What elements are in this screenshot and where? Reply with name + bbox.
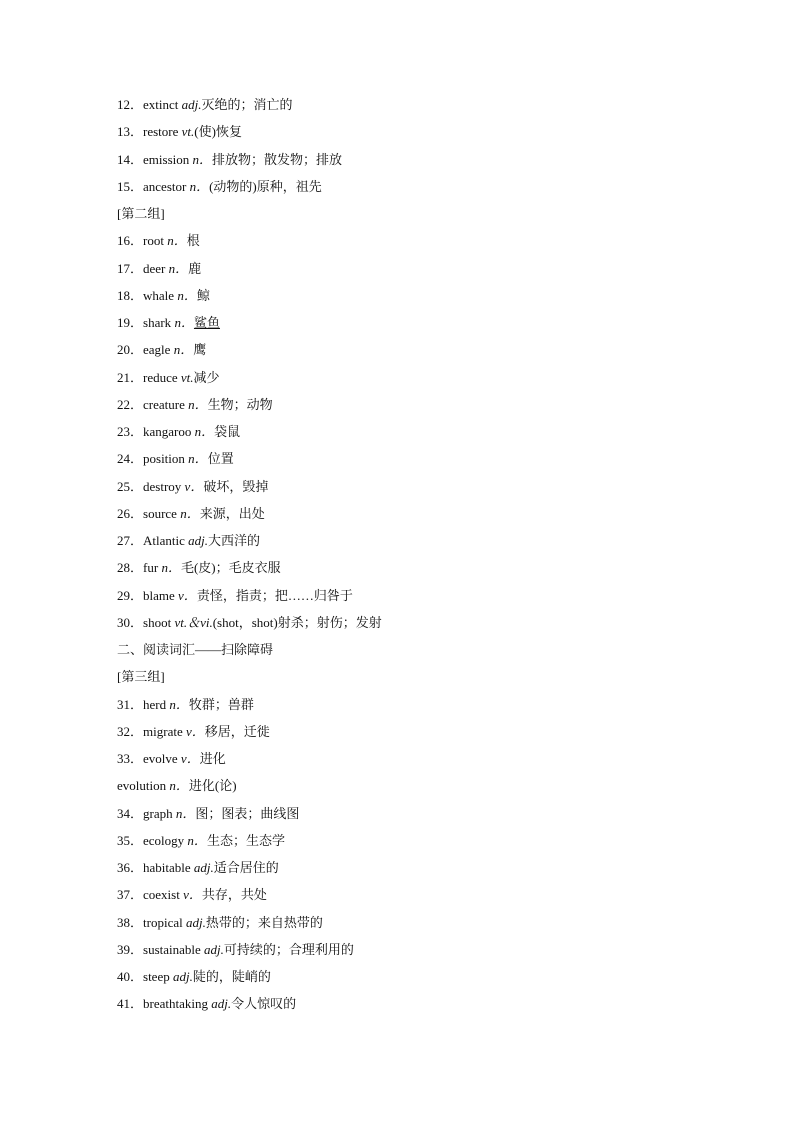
entry-number: 15． xyxy=(117,178,144,194)
entry-word: kangaroo xyxy=(143,424,195,439)
vocab-entry-32 xyxy=(117,721,757,748)
entry-definition: 鹿 xyxy=(188,260,202,276)
entry-word: breathtaking xyxy=(143,996,212,1012)
entry-definition: 移居，迁徙 xyxy=(204,723,270,739)
entry-word: graph xyxy=(143,805,176,821)
entry-word: destroy xyxy=(143,478,185,494)
entry-definition: 鲸 xyxy=(196,287,210,303)
entry-definition: (shot，shot)射杀；射伤；发射 xyxy=(212,614,382,630)
vocab-entry-31 xyxy=(117,694,757,721)
vocab-entry-14 xyxy=(117,149,757,176)
entry-number: 14． xyxy=(117,151,144,167)
entry-number: 13． xyxy=(117,124,144,140)
entry-pos: v． xyxy=(180,751,200,766)
entry-word: steep xyxy=(143,969,173,984)
document-page xyxy=(117,94,757,1021)
entry-number: 30． xyxy=(117,614,144,630)
vocab-entry-28 xyxy=(117,557,757,584)
entry-word: creature xyxy=(143,396,189,412)
vocab-entry-23 xyxy=(117,421,757,448)
entry-number: 36． xyxy=(117,860,144,875)
entry-number: 20． xyxy=(117,342,144,358)
entry-word: Atlantic xyxy=(143,533,189,548)
entry-number: 34． xyxy=(117,805,144,821)
entry-pos: v． xyxy=(178,587,197,603)
entry-number: 24． xyxy=(117,451,144,467)
vocab-entry-36 xyxy=(117,857,757,884)
entry-number: 18． xyxy=(117,287,144,303)
entry-number: 40． xyxy=(117,969,144,984)
vocab-entry-19 xyxy=(117,312,757,339)
entry-number: 39． xyxy=(117,941,144,957)
vocab-entry-33 xyxy=(117,748,757,775)
entry-pos: n． xyxy=(169,778,189,794)
entry-number: 33． xyxy=(117,751,144,766)
section-heading-reading-vocabulary: 二、阅读词汇——扫除障碍 xyxy=(117,642,274,657)
entry-pos: adj. xyxy=(204,941,224,957)
entry-definition: 牧群；兽群 xyxy=(188,696,254,712)
vocab-entry-34 xyxy=(117,803,757,830)
entry-word: position xyxy=(143,451,189,467)
entry-word: herd xyxy=(143,696,170,712)
entry-definition: 鹰 xyxy=(193,342,207,358)
vocab-entry-41 xyxy=(117,993,757,1020)
entry-definition: (使)恢复 xyxy=(194,124,242,140)
entry-pos: n． xyxy=(169,696,189,712)
vocab-entry-12 xyxy=(117,94,757,121)
entry-number: 31． xyxy=(117,696,144,712)
vocab-entry-derived-evolution xyxy=(117,775,757,802)
entry-word: blame xyxy=(143,587,179,603)
entry-number: 26． xyxy=(117,505,144,521)
entry-pos: n． xyxy=(161,560,181,576)
entry-pos: n． xyxy=(175,805,196,821)
entry-definition: 根 xyxy=(186,233,200,249)
entry-pos: adj. xyxy=(193,860,214,875)
entry-definition: 灭绝的；消亡的 xyxy=(201,97,293,112)
entry-word: deer xyxy=(143,260,169,276)
vocab-entry-35 xyxy=(117,830,757,857)
entry-word: coexist xyxy=(143,887,184,903)
entry-pos: adj. xyxy=(188,533,209,548)
entry-number: 41． xyxy=(117,996,144,1012)
vocab-entry-37 xyxy=(117,884,757,911)
entry-definition: 共存，共处 xyxy=(201,887,267,903)
entry-number: 21． xyxy=(117,369,144,385)
entry-pos: adj. xyxy=(181,97,202,112)
entry-pos: n． xyxy=(177,287,197,303)
entry-word: emission xyxy=(143,151,193,167)
entry-pos: v． xyxy=(184,478,204,494)
entry-pos: adj. xyxy=(185,914,206,930)
entry-pos: n． xyxy=(188,451,208,467)
vocab-entry-26 xyxy=(117,503,757,530)
entry-pos: n． xyxy=(173,342,194,358)
entry-word: migrate xyxy=(143,723,186,739)
entry-number: 22． xyxy=(117,396,144,412)
group-heading-2: [第二组] xyxy=(117,206,165,221)
entry-number: 17． xyxy=(117,260,144,276)
entry-definition: 令人惊叹的 xyxy=(231,996,297,1012)
entry-pos: vt. xyxy=(180,369,194,385)
entry-definition: 来源，出处 xyxy=(199,505,265,521)
entry-definition: 进化(论) xyxy=(188,778,237,794)
entry-pos: n． xyxy=(192,151,213,167)
entry-number: 38． xyxy=(117,914,144,930)
entry-definition: 可持续的；合理利用的 xyxy=(223,941,354,957)
entry-definition: (动物的)原种，祖先 xyxy=(209,178,322,194)
vocab-entry-39 xyxy=(117,939,757,966)
entry-word: evolution xyxy=(117,778,170,794)
entry-number: 27． xyxy=(117,533,144,548)
entry-pos: adj. xyxy=(172,969,193,984)
entry-pos: n． xyxy=(180,505,200,521)
entry-word: ancestor xyxy=(143,178,190,194)
entry-word: shark xyxy=(143,315,175,330)
entry-number: 28． xyxy=(117,560,144,576)
entry-word: extinct xyxy=(143,97,182,112)
entry-pos: n． xyxy=(187,832,207,848)
entry-pos: v． xyxy=(185,723,205,739)
vocab-entry-17 xyxy=(117,258,757,285)
entry-pos: n． xyxy=(194,424,215,439)
entry-definition: 袋鼠 xyxy=(214,424,241,439)
entry-definition: 进化 xyxy=(199,751,226,766)
entry-word: habitable xyxy=(143,860,194,875)
entry-definition: 生物；动物 xyxy=(207,396,273,412)
entry-word: eagle xyxy=(143,342,174,358)
entry-number: 32． xyxy=(117,723,144,739)
vocab-entry-18 xyxy=(117,285,757,312)
entry-number: 16． xyxy=(117,233,144,249)
entry-word: sustainable xyxy=(143,941,205,957)
entry-definition: 鲨鱼 xyxy=(193,315,220,330)
entry-word: root xyxy=(143,233,168,249)
entry-definition: 热带的；来自热带的 xyxy=(205,914,323,930)
entry-number: 25． xyxy=(117,478,144,494)
group-heading-3: [第三组] xyxy=(117,669,165,685)
vocab-entry-21 xyxy=(117,367,757,394)
entry-definition: 陡的，陡峭的 xyxy=(192,969,271,984)
vocab-entry-16 xyxy=(117,230,757,257)
entry-word: shoot xyxy=(143,614,175,630)
entry-word: fur xyxy=(143,560,162,576)
vocab-entry-22 xyxy=(117,394,757,421)
vocab-entry-20 xyxy=(117,339,757,366)
entry-pos: n． xyxy=(168,260,189,276)
entry-pos: n． xyxy=(167,233,187,249)
entry-pos: n． xyxy=(174,315,194,330)
entry-definition: 图；图表；曲线图 xyxy=(195,805,300,821)
entry-pos: n． xyxy=(189,178,210,194)
entry-word: whale xyxy=(143,287,178,303)
entry-word: evolve xyxy=(143,751,181,766)
entry-word: reduce xyxy=(143,369,181,385)
entry-definition: 破坏，毁掉 xyxy=(203,478,269,494)
entry-pos: n． xyxy=(188,396,208,412)
entry-pos: vt.＆vi. xyxy=(174,614,213,630)
entry-pos: vt. xyxy=(181,124,195,140)
entry-number: 12． xyxy=(117,97,144,112)
entry-word: ecology xyxy=(143,832,188,848)
entry-number: 19． xyxy=(117,315,144,330)
entry-definition: 毛(皮)；毛皮衣服 xyxy=(180,560,281,576)
entry-number: 23． xyxy=(117,424,144,439)
entry-definition: 大西洋的 xyxy=(208,533,261,548)
entry-definition: 位置 xyxy=(207,451,234,467)
entry-word: restore xyxy=(143,124,182,140)
entry-definition: 排放物；散发物；排放 xyxy=(212,151,343,167)
entry-word: source xyxy=(143,505,181,521)
vocab-entry-25 xyxy=(117,476,757,503)
vocab-entry-15 xyxy=(117,176,757,203)
vocab-entry-13 xyxy=(117,121,757,148)
entry-definition: 责怪，指责；把……归咎于 xyxy=(196,587,353,603)
entry-number: 29． xyxy=(117,587,144,603)
entry-word: tropical xyxy=(143,914,186,930)
vocab-entry-38 xyxy=(117,912,757,939)
entry-number: 35． xyxy=(117,832,144,848)
entry-number: 37． xyxy=(117,887,144,903)
vocab-entry-24 xyxy=(117,448,757,475)
entry-definition: 适合居住的 xyxy=(213,860,279,875)
entry-definition: 生态；生态学 xyxy=(206,832,285,848)
entry-pos: v． xyxy=(183,887,202,903)
vocab-entry-30 xyxy=(117,612,757,639)
vocab-entry-27 xyxy=(117,530,757,557)
vocab-entry-29 xyxy=(117,585,757,612)
vocab-entry-40 xyxy=(117,966,757,993)
entry-pos: adj. xyxy=(211,996,232,1012)
entry-definition: 减少 xyxy=(193,369,220,385)
